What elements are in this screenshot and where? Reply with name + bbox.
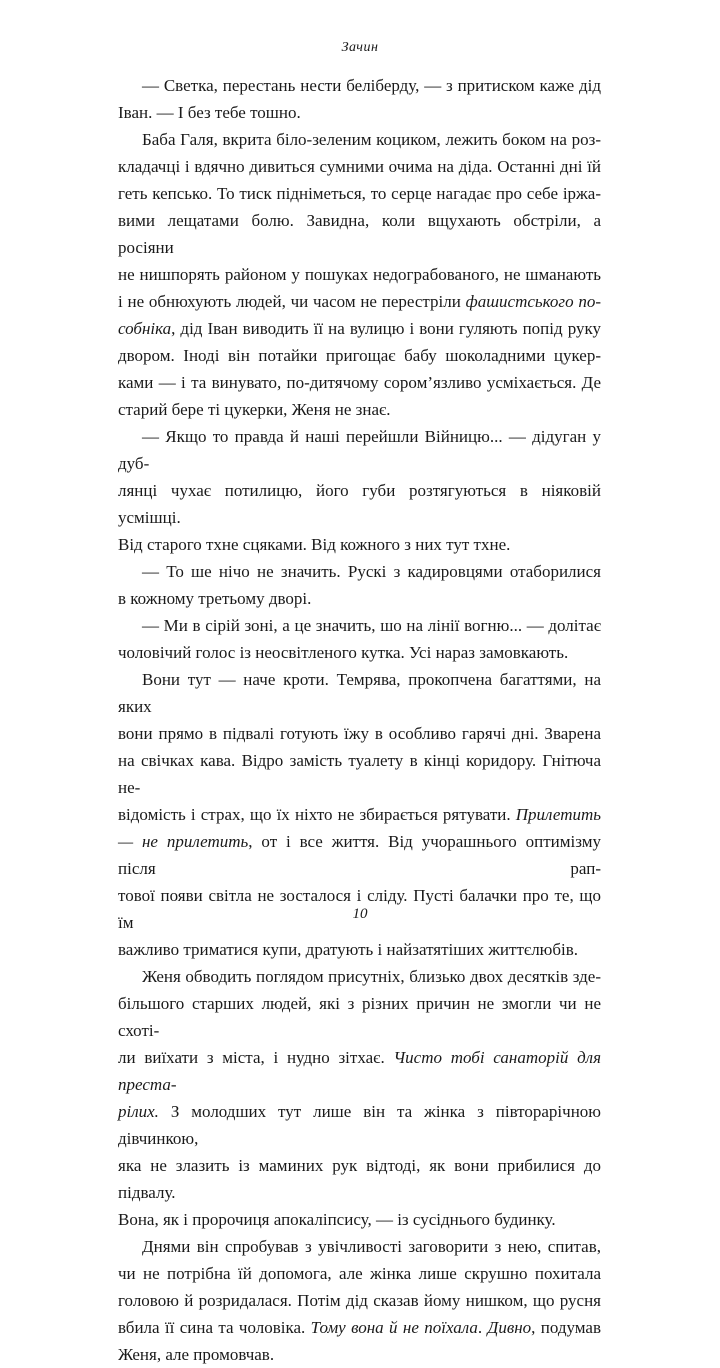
paragraph xyxy=(118,126,601,423)
text-run: Іван. — І без тебе тошно. xyxy=(118,103,301,122)
text-run: вбила її сина та чоловіка. xyxy=(118,1318,311,1337)
text-run: ками — і та винувато, по-дитячому сором’язливо усміхається. Де xyxy=(118,373,601,392)
text-run: старий бере ті цукерки, Женя не знає. xyxy=(118,400,391,419)
text-run: не нишпорять районом у пошуках недограбованого, не шманають xyxy=(118,265,601,284)
text-run: — Якщо то правда й наші перейшли Війницю... — дідуган у дуб- xyxy=(118,427,601,473)
italic-run: фашистського по- xyxy=(465,292,601,311)
text-run: більшого старших людей, які з різних причин не змогли чи не схоті- xyxy=(118,994,601,1040)
text-line xyxy=(118,720,601,747)
text-run: відомість і страх, що їх ніхто не збирається рятувати. xyxy=(118,805,516,824)
italic-run: рілих. xyxy=(118,1102,159,1121)
text-run: на свічках кава. Відро замість туалету в кінці коридору. Гнітюча не- xyxy=(118,751,601,797)
text-run: Вони тут — наче кроти. Темрява, прокопчена багаттями, на яких xyxy=(118,670,601,716)
text-run: головою й розридалася. Потім дід сказав йому нишком, що русня xyxy=(118,1291,601,1310)
text-line xyxy=(118,180,601,207)
text-run: яка не злазить із маминих рук відтоді, як вони прибилися до підвалу. xyxy=(118,1156,601,1202)
paragraph xyxy=(118,558,601,612)
text-run: важливо триматися купи, дратують і найзатятіших життєлюбів. xyxy=(118,940,579,959)
text-line xyxy=(118,1098,601,1152)
text-line xyxy=(118,207,601,261)
text-line xyxy=(118,126,601,153)
text-line xyxy=(118,666,601,720)
text-line xyxy=(118,369,601,396)
text-line xyxy=(118,801,601,828)
italic-run: Тому вона й не поїхала xyxy=(310,1318,478,1337)
text-line xyxy=(118,1341,601,1368)
text-line xyxy=(118,639,601,666)
text-run: лянці чухає потилицю, його губи розтягуються в ніяковій усмішці. xyxy=(118,481,601,527)
text-run: чи не потрібна їй допомога, але жінка лише скрушно похитала xyxy=(118,1264,601,1283)
text-run: — То ше нічо не значить. Рускі з кадировцями отаборилися xyxy=(142,562,601,581)
text-line xyxy=(118,1152,601,1206)
text-run: — Ми в сірій зоні, а це значить, шо на лінії вогню... — долітає xyxy=(142,616,601,635)
text-run: Баба Галя, вкрита біло-зеленим коциком, лежить боком на роз- xyxy=(142,130,601,149)
text-run: двором. Іноді він потайки пригощає бабу шоколадними цукер- xyxy=(118,346,601,365)
paragraph xyxy=(118,612,601,666)
text-run: , от і все життя. Від учорашнього оптимізму після рап- xyxy=(118,832,601,878)
text-line xyxy=(118,558,601,585)
text-line xyxy=(118,99,601,126)
text-line xyxy=(118,612,601,639)
text-run: Вона, як і пророчиця апокаліпсису, — із сусіднього будинку. xyxy=(118,1210,556,1229)
text-run: , дід Іван виводить її на вулицю і вони гуляють попід руку xyxy=(171,319,601,338)
text-run: — Светка, перестань нести беліберду, — з притиском каже дід xyxy=(142,76,601,95)
running-head: Зачин xyxy=(341,40,379,55)
text-run: . xyxy=(477,1318,488,1337)
text-run: тової появи світла не зосталося і сліду. Пусті балачки про те, що їм xyxy=(118,886,601,932)
text-run: геть кепсько. То тиск підніметься, то серце нагадає про себе іржа- xyxy=(118,184,601,203)
text-run: Женя, але промовчав. xyxy=(118,1345,275,1364)
text-run: і не обнюхують людей, чи часом не перестріли xyxy=(118,292,466,311)
text-run: кладачці і вдячно дивиться сумними очима на діда. Останні дні їй xyxy=(118,157,601,176)
text-line xyxy=(118,477,601,531)
text-run: вими лещатами болю. Завидна, коли вщухають обстріли, а росіяни xyxy=(118,211,601,257)
text-line xyxy=(118,828,601,882)
text-run: Днями він спробував з увічливості заговорити з нею, спитав, xyxy=(142,1237,601,1256)
text-line xyxy=(118,747,601,801)
italic-run: собніка xyxy=(118,319,172,338)
text-line xyxy=(118,315,601,342)
text-line xyxy=(118,261,601,288)
text-line xyxy=(118,963,601,990)
paragraph xyxy=(118,423,601,558)
paragraph xyxy=(118,72,601,126)
text-line xyxy=(118,1260,601,1287)
text-line xyxy=(118,1314,601,1341)
text-run: чоловічий голос із неосвітленого кутка. Усі нараз замовкають. xyxy=(118,643,569,662)
text-run: ли виїхати з міста, і нудно зітхає. xyxy=(118,1048,394,1067)
text-line xyxy=(118,423,601,477)
italic-run: Прилетить xyxy=(515,805,601,824)
body-text xyxy=(118,72,601,1368)
italic-run: Чисто тобі санаторій для преста- xyxy=(118,1048,601,1094)
text-line xyxy=(118,585,601,612)
text-run: , подумав xyxy=(531,1318,601,1337)
text-run: Від старого тхне сцяками. Від кожного з них тут тхне. xyxy=(118,535,511,554)
text-line xyxy=(118,288,601,315)
text-line xyxy=(118,990,601,1044)
paragraph xyxy=(118,963,601,1233)
text-line xyxy=(118,1233,601,1260)
text-line xyxy=(118,936,601,963)
page-number: 10 xyxy=(352,906,368,922)
text-line xyxy=(118,342,601,369)
text-line xyxy=(118,1287,601,1314)
italic-run: Дивно xyxy=(487,1318,532,1337)
text-run: Женя обводить поглядом присутніх, близько двох десятків зде- xyxy=(142,967,601,986)
paragraph xyxy=(118,1233,601,1368)
text-line xyxy=(118,153,601,180)
text-line xyxy=(118,1044,601,1098)
text-line xyxy=(118,396,601,423)
text-run: вони прямо в підвалі готують їжу в особливо гарячі дні. Зварена xyxy=(118,724,601,743)
italic-run: — не прилетить xyxy=(118,832,249,851)
text-line xyxy=(118,1206,601,1233)
text-line xyxy=(118,531,601,558)
text-line xyxy=(118,72,601,99)
text-run: в кожному третьому дворі. xyxy=(118,589,312,608)
text-run: З молодших тут лише він та жінка з півторарічною дівчинкою, xyxy=(118,1102,601,1148)
